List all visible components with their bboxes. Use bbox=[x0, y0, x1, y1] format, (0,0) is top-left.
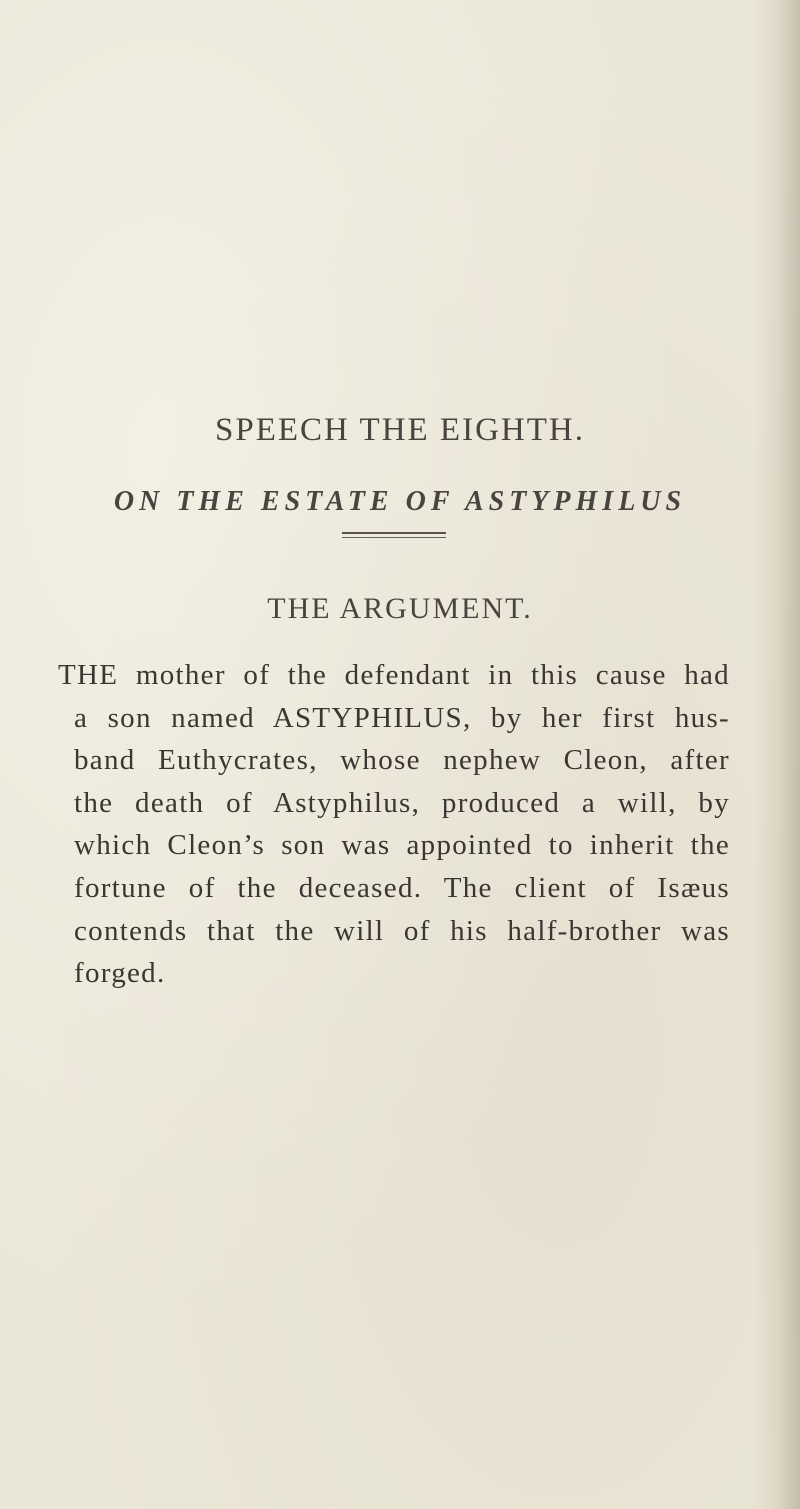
argument-paragraph bbox=[58, 654, 730, 995]
argument-line: the death of Astyphilus, produced a will, by bbox=[74, 786, 730, 819]
page-edge-shadow bbox=[754, 0, 800, 1509]
argument-line: a son named ASTYPHILUS, by her first hus- bbox=[74, 701, 730, 734]
divider-rule-thin bbox=[342, 537, 446, 538]
argument-heading: THE ARGUMENT. bbox=[267, 592, 533, 625]
divider-rule bbox=[342, 532, 446, 534]
argument-line: fortune of the deceased. The client of Isæus bbox=[74, 871, 730, 904]
speech-subtitle: ON THE ESTATE OF ASTYPHILUS bbox=[113, 486, 687, 517]
argument-line: which Cleon’s son was appointed to inherit the bbox=[74, 829, 730, 862]
argument-line: band Euthycrates, whose nephew Cleon, after bbox=[74, 744, 730, 777]
argument-line: contends that the will of his half-brother was bbox=[74, 914, 730, 947]
argument-line: THE mother of the defendant in this cause had bbox=[58, 659, 730, 691]
argument-line: forged. bbox=[74, 957, 166, 990]
speech-title: SPEECH THE EIGHTH. bbox=[215, 412, 585, 448]
